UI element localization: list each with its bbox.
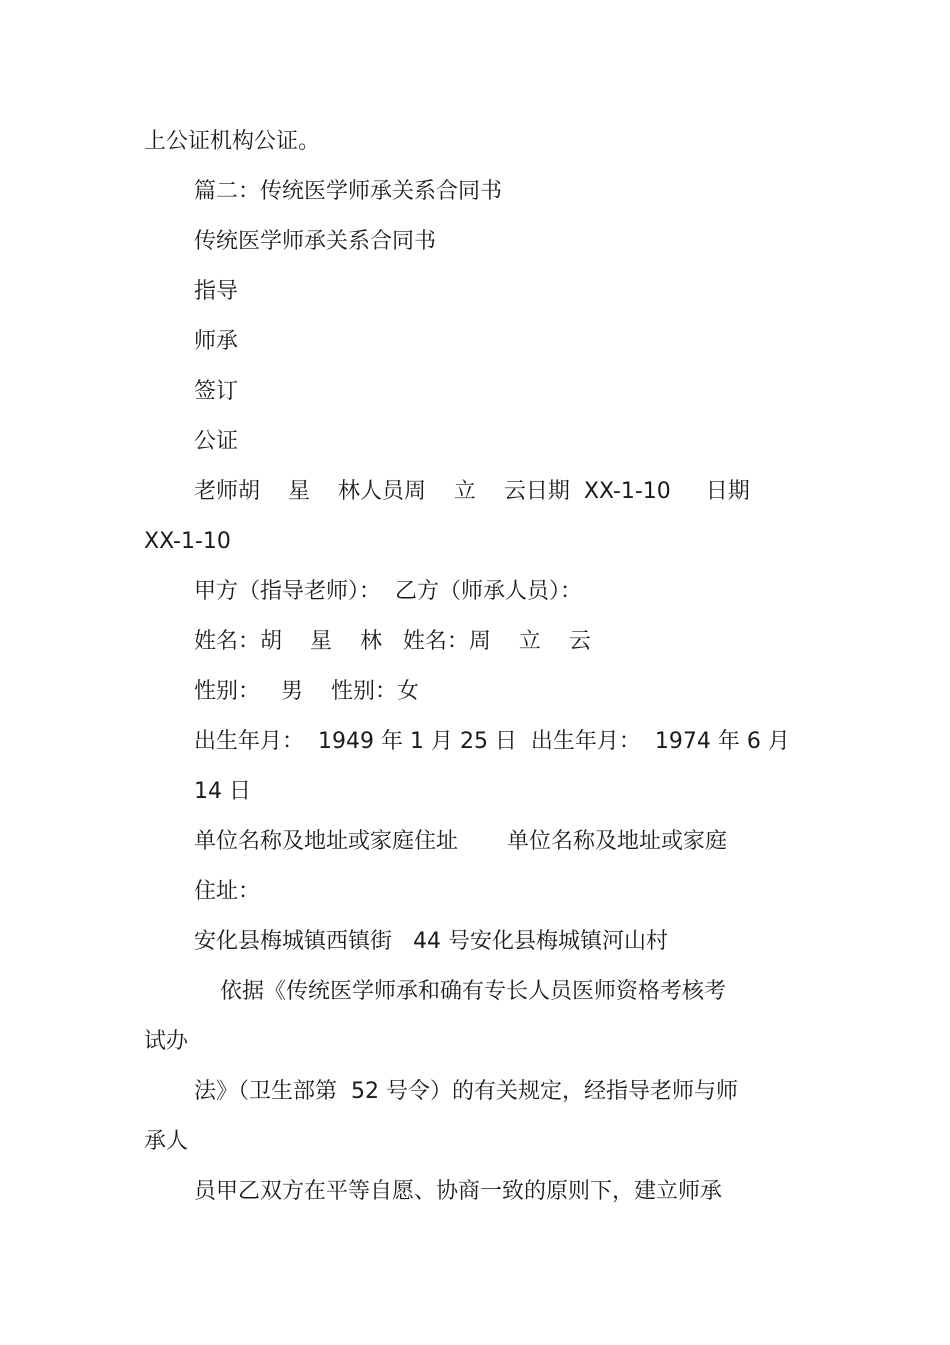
contract-title: 传统医学师承关系合同书: [194, 229, 437, 254]
text-line: 出生年月： 1949 年 1 月 25 日 出生年月： 1974 年 6 月: [194, 729, 790, 754]
text-line: 依据《传统医学师承和确有专长人员医师资格考核考: [220, 979, 727, 1004]
text-line: 14 日: [194, 779, 251, 804]
text-line: 甲方（指导老师）： 乙方（师承人员）：: [194, 579, 582, 604]
text-line: 安化县梅城镇西镇街 44 号安化县梅城镇河山村: [194, 929, 668, 954]
text-line: 老师胡 星 林人员周 立 云日期 XX-1-10 日期: [194, 479, 750, 504]
text-line: 公证: [194, 429, 239, 454]
text-line: 师承: [194, 329, 239, 354]
text-line: 员甲乙双方在平等自愿、协商一致的原则下，建立师承: [194, 1179, 723, 1204]
text-line: 试办: [144, 1029, 189, 1054]
text-line: 承人: [144, 1129, 189, 1154]
section-heading: 篇二：传统医学师承关系合同书: [194, 179, 503, 204]
text-line: 单位名称及地址或家庭住址 单位名称及地址或家庭: [194, 829, 727, 854]
text-line: 指导: [194, 279, 239, 304]
text-line: 法》（卫生部第 52 号令）的有关规定，经指导老师与师: [194, 1079, 738, 1104]
text-line: 性别： 男 性别：女: [194, 679, 419, 704]
text-line: 姓名：胡 星 林 姓名：周 立 云: [194, 629, 591, 654]
text-line: XX-1-10: [144, 529, 231, 554]
text-line: 上公证机构公证。: [144, 129, 321, 154]
text-line: 签订: [194, 379, 239, 404]
text-line: 住址：: [194, 879, 261, 904]
